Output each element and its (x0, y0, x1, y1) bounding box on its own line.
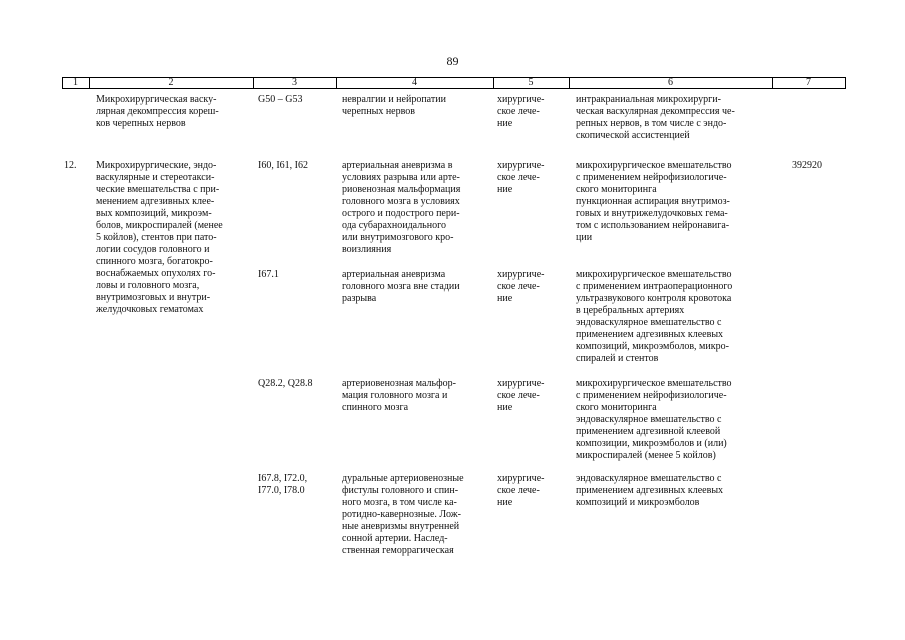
header-col-7: 7 (806, 77, 811, 88)
treatment-type: хирургиче- ское лече- ние (497, 94, 545, 129)
header-divider (845, 77, 846, 89)
icd-codes: Q28.2, Q28.8 (258, 378, 313, 389)
treatment-method: интракраниальная микрохирурги- ческая васкулярная декомпрессия че- репных нервов, в том числе с эндо- скопической ассистенцией (576, 94, 735, 141)
icd-codes: I60, I61, I62 (258, 160, 308, 171)
diagnosis: артериальная аневризма головного мозга вне стадии разрыва (342, 269, 460, 304)
treatment-method: микрохирургическое вмешательство с применением нейрофизиологиче- ского мониторинга эндоваскулярное вмешательство с применением адгезивной клеевой композиции, микроэмболов и (или) микроспиралей (менее 5 койлов) (576, 378, 732, 461)
page-number: 89 (446, 54, 459, 68)
service-name: Микрохирургическая васку- лярная декомпрессия кореш- ков черепных нервов (96, 94, 219, 129)
treatment-type: хирургиче- ское лече- ние (497, 269, 545, 304)
service-name: Микрохирургические, эндо- васкулярные и стереотакси- ческие вмешательства с при- менением адгезивных клее- вых композиций, микроэм- болов, микроспиралей (менее 5 койлов), стентов при пато- логии сосудов головного и спинного мозга, богатокро- воснабжаемых опухолях го- ловы и головного мозга, внутримозговых и внутри- желудочковых гематомах (96, 160, 223, 315)
diagnosis: невралгии и нейропатии черепных нервов (342, 94, 446, 117)
header-col-5: 5 (528, 77, 534, 88)
treatment-method: микрохирургическое вмешательство с применением интраоперационного ультразвукового контроля кровотока в церебральных артериях эндоваскулярное вмешательство с применением адгезивных клеевых композиций, микроэмболов, микро- спиралей и стентов (576, 269, 733, 364)
icd-codes: I67.8, I72.0, I77.0, I78.0 (258, 473, 308, 496)
treatment-method: эндоваскулярное вмешательство с применением адгезивных клеевых композиций и микроэмболов (576, 473, 724, 508)
icd-codes: G50 – G53 (258, 94, 303, 105)
diagnosis: артериовенозная мальфор- мация головного мозга и спинного мозга (342, 378, 456, 413)
header-col-1: 1 (73, 77, 78, 88)
header-bottom-rule (62, 88, 846, 89)
header-col-3: 3 (292, 77, 297, 88)
cost-value: 392920 (792, 160, 822, 171)
row-number: 12. (64, 160, 77, 171)
header-col-2: 2 (168, 77, 174, 88)
header-col-6: 6 (668, 77, 673, 88)
treatment-type: хирургиче- ское лече- ние (497, 378, 545, 413)
icd-codes: I67.1 (258, 269, 279, 280)
treatment-type: хирургиче- ское лече- ние (497, 160, 545, 195)
header-col-4: 4 (412, 77, 417, 88)
diagnosis: дуральные артериовенозные фистулы головного и спин- ного мозга, в том числе ка- ротидно-кавернозные. Лож- ные аневризмы внутренней сонной артерии. Наслед- ственная геморрагическая (342, 473, 464, 556)
treatment-method: микрохирургическое вмешательство с применением нейрофизиологиче- ского мониторинга пункционная аспирация внутримоз- говых и внутрижелудочковых гема- том с использованием нейронавига- ции (576, 160, 732, 243)
diagnosis: артериальная аневризма в условиях разрыва или арте- риовенозная мальформация головного мозга в условиях острого и подострого пери- ода субарахноидального или внутримозгового кро- воизлияния (342, 160, 461, 255)
treatment-type: хирургиче- ское лече- ние (497, 473, 545, 508)
